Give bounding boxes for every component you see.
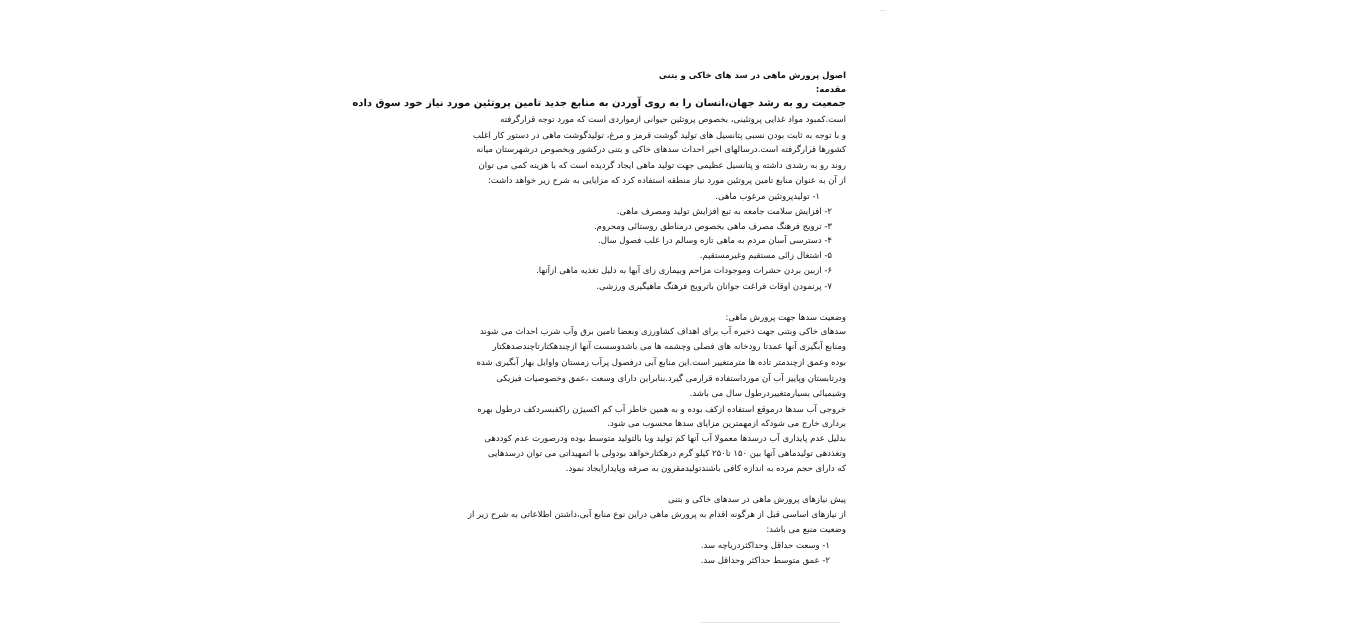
- benefit-item: ۳- ترویج فرهنگ مصرف ماهی بخصوص درمناطق روستائی ومحروم.: [593, 222, 832, 232]
- benefit-item: ۱- تولیدپروتئین مرغوب ماهی.: [715, 192, 820, 202]
- section2-line: برداری خارج می شودکه ازمهمترین مزایای سدها محسوب می شود.: [607, 419, 846, 429]
- section2-line: ومنابع آبگیری آنها عمدتا رودخانه های فصلی وچشمه ها می باشدوسست آنها ازچندهکتارتاچندصدهکتار: [492, 342, 846, 352]
- benefit-item: ۵- اشتغال زائی مستقیم وغیرمستقیم.: [699, 251, 832, 261]
- section3-heading: پیش نیازهای پرورش ماهی در سدهای خاکی و بتنی: [668, 495, 846, 505]
- benefit-item: ۷- پرنمودن اوقات فراغت جوانان باترویج فرهنگ ماهیگیری ورزشی.: [596, 282, 832, 292]
- intro-line: روند رو به رشدی داشته و پتانسیل عظیمی جهت تولید ماهی ایجاد گردیده است که با هزینه کمی می توان: [478, 161, 846, 171]
- section2-line: بدلیل عدم پایداری آب درسدها معمولا آب آنها کم تولید وبا بالتولید متوسط بوده ودرصورت عدم کوددهی: [484, 434, 846, 444]
- section2-line: خروجی آب سدها درموقع استفاده ازکف بوده و به همین خاطر آب کم اکسیژن راکفبسردکف درطول بهره: [477, 405, 846, 415]
- section2-line: وشیمیائی بسیارمتغییردرطول سال می باشد.: [689, 389, 846, 399]
- section3-line: وضعیت منبع می باشد:: [766, 525, 846, 535]
- section2-line: سدهای خاکی وبتنی جهت ذخیره آب برای اهداف کشاورزی وبعضا تامین برق وآب شرب احداث می شوند: [480, 327, 846, 337]
- benefit-item: ۴- دسترسی آسان مردم به ماهی تازه وسالم درا غلب فصول سال.: [598, 236, 832, 246]
- intro-line: و با توجه به ثابت بودن نسبی پتانسیل های تولید گوشت قرمز و مرغ، تولیدگوشت ماهی در دستور کار اغلب: [472, 131, 846, 141]
- prerequisite-item: ۲- عمق متوسط حداکثر وحداقل سد.: [700, 556, 830, 566]
- section2-line: که دارای حجم مرده به اندازه کافی باشندتولیدمقرون به صرفه وپایدارایجاد نمود.: [565, 464, 846, 474]
- intro-line: از آن به عنوان منابع تامین پروتئین مورد نیاز منطقه استفاده کرد که مزایایی به شرح زیر خواهد داشت:: [487, 176, 846, 186]
- intro-line: است.کمبود مواد غذایی پروتئینی، بخصوص پروتئین حیوانی ازمواردی است که مورد توجه قرارگرفته: [500, 115, 846, 125]
- intro-heading: مقدمه:: [815, 85, 846, 95]
- intro-line: کشورها قرارگرفته است.درسالهای اخیر احداث سدهای خاکی و بتنی درکشور وبخصوص درشهرستان میانه: [476, 145, 846, 155]
- section2-line: بوده وعمق ازچندمتر تاده ها مترمتغییر است.این منابع آبی درفصول پرآب زمستان واوایل بهار آبگیری شده: [476, 358, 846, 368]
- scan-artifact: [700, 622, 840, 623]
- intro-line: جمعیت رو به رشد جهان،انسان را به روی آوردن به منابع جدید تامین پروتئین مورد نیاز خود سوق داده: [352, 98, 846, 109]
- section2-heading: وضعیت سدها جهت پرورش ماهی:: [725, 313, 846, 323]
- section2-line: وتغذدهی تولیدماهی آنها بین ۱۵۰ تا۲۵۰ کیلو گرم درهکتارخواهد بودولی با اتمهیداتی می توان درسدهایی: [487, 449, 846, 459]
- benefit-item: ۶- ازبین بردن حشرات وموجودات مزاحم وبیماری زای آبها به دلیل تغذیه ماهی ازآنها.: [536, 266, 832, 276]
- scan-artifact: [880, 10, 886, 11]
- prerequisite-item: ۱- وسعت حداقل وحداکثردریاچه سد.: [700, 541, 830, 551]
- benefit-item: ۲- افزایش سلامت جامعه به تبع افزایش تولید ومصرف ماهی.: [616, 207, 832, 217]
- document-title: اصول پرورش ماهی در سد های خاکی و بتنی: [658, 71, 846, 81]
- section2-line: ودرتابستان وپاییز آب آن مورداستفاده قرارمی گیرد.بنابراین دارای وسعت ،عمق وخصوصیات فیزیکی: [496, 374, 846, 384]
- section3-line: از نیازهای اساسی قبل از هرگونه اقدام به پرورش ماهی دراین نوع منابع آبی،داشتن اطلاعاتی به شرح زیر از: [467, 510, 846, 520]
